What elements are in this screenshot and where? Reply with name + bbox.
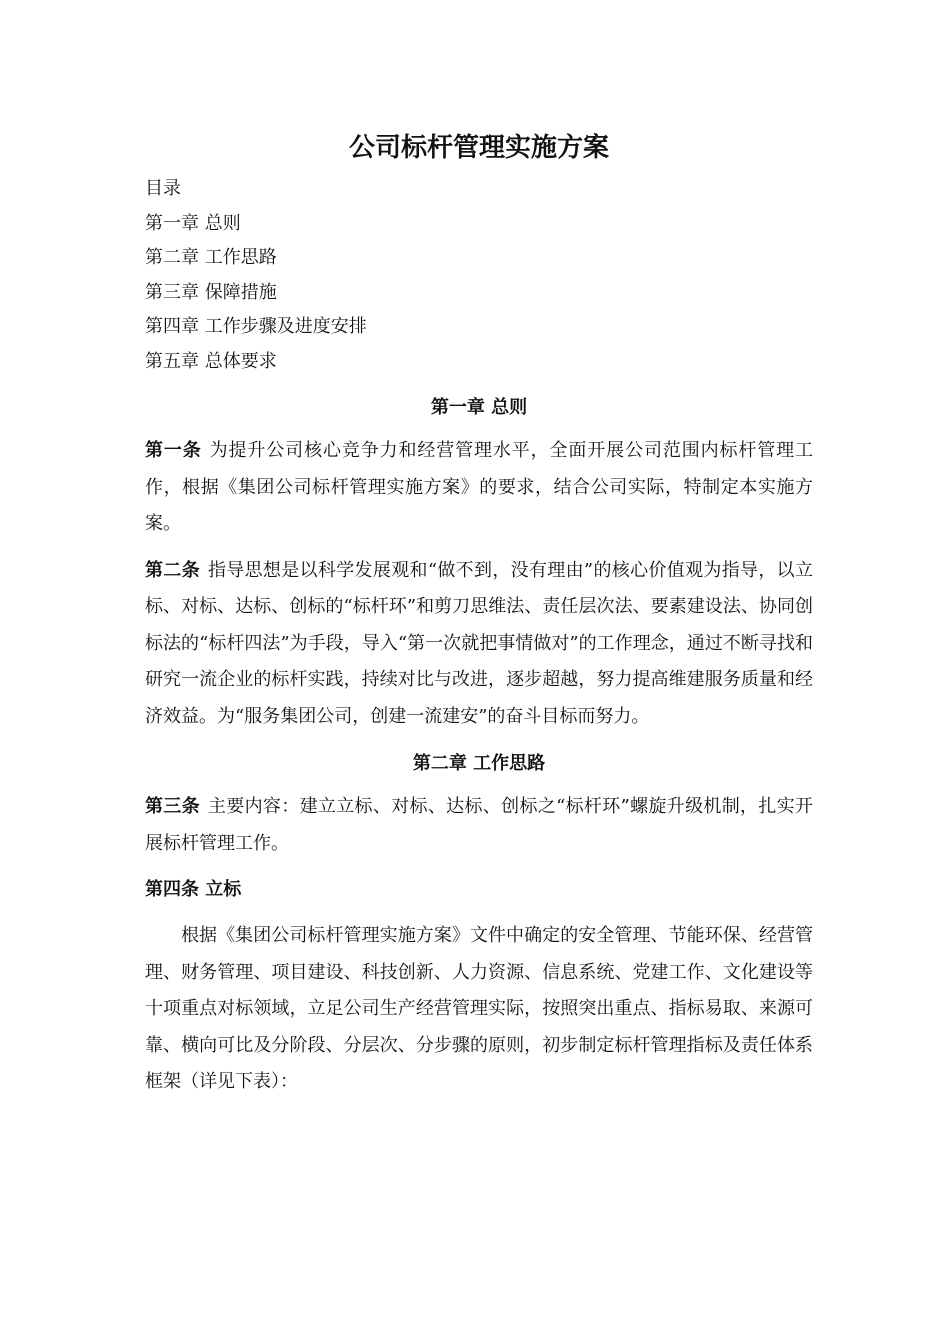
article-4-heading: 第四条 立标 bbox=[145, 879, 242, 900]
article-3-label: 第三条 bbox=[145, 796, 200, 817]
toc-item-chapter-2: 第二章 工作思路 bbox=[145, 247, 277, 268]
article-2-label: 第二条 bbox=[145, 559, 200, 581]
article-2 bbox=[145, 553, 813, 736]
article-3 bbox=[145, 789, 813, 862]
article-1-text: 为提升公司核心竞争力和经营管理水平，全面开展公司范围内标杆管理工作，根据《集团公司标杆管理实施方案》的要求，结合公司实际，特制定本实施方案。 bbox=[145, 440, 814, 534]
toc-label: 目录 bbox=[145, 178, 181, 199]
article-2-text: 指导思想是以科学发展观和“做不到，没有理由”的核心价值观为指导，以立标、对标、达标、创标的“标杆环”和剪刀思维法、责任层次法、要素建设法、协同创标法的“标杆四法”为手段，导入“第一次就把事情做对”的工作理念，通过不断寻找和研究一流企业的标杆实践，持续对比与改进，逐步超越，努力提高维建服务质量和经济效益。为“服务集团公司，创建一流建安”的奋斗目标而努力。 bbox=[145, 559, 813, 727]
article-3-text: 主要内容：建立立标、对标、达标、创标之“标杆环”螺旋升级机制，扎实开展标杆管理工作。 bbox=[145, 796, 813, 854]
chapter-2-heading: 第二章 工作思路 bbox=[412, 753, 546, 774]
document-title: 公司标杆管理实施方案 bbox=[348, 133, 609, 163]
article-1-label: 第一条 bbox=[145, 440, 202, 461]
chapter-1-heading: 第一章 总则 bbox=[430, 397, 528, 418]
toc-item-chapter-3: 第三章 保障措施 bbox=[145, 281, 277, 303]
toc-item-chapter-1: 第一章 总则 bbox=[145, 212, 241, 234]
document-body bbox=[145, 128, 813, 1111]
toc-item-chapter-4: 第四章 工作步骤及进度安排 bbox=[145, 316, 367, 337]
article-1 bbox=[145, 433, 813, 543]
table-of-contents bbox=[145, 172, 813, 379]
toc-item-chapter-5: 第五章 总体要求 bbox=[145, 350, 277, 372]
article-4-text: 根据《集团公司标杆管理实施方案》文件中确定的安全管理、节能环保、经营管理、财务管理、项目建设、科技创新、人力资源、信息系统、党建工作、文化建设等十项重点对标领域，立足公司生产经营管理实际，按照突出重点、指标易取、来源可靠、横向可比及分阶段、分层次、分步骤的原则，初步制定标杆管理指标及责任体系框架（详见下表）： bbox=[145, 925, 813, 1092]
